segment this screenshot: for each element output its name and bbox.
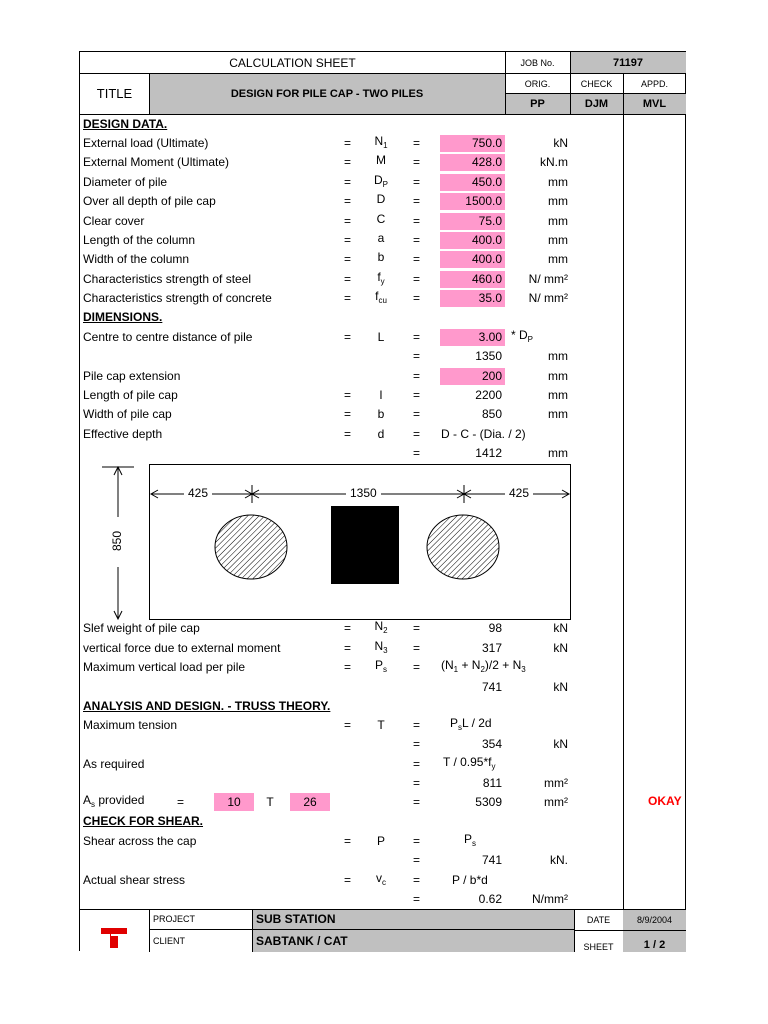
- design-row-unit: N/ mm²: [528, 291, 568, 305]
- eq: =: [413, 407, 421, 421]
- design-row-input[interactable]: 75.0: [440, 213, 505, 230]
- eq: =: [344, 621, 352, 635]
- eq: =: [344, 641, 352, 655]
- okay-status: OKAY: [648, 794, 682, 808]
- sheet-label: SHEET: [583, 942, 614, 952]
- unit: kN: [553, 641, 568, 655]
- calc-sheet-heading: CALCULATION SHEET: [229, 56, 356, 70]
- ar-formula: T / $0.95*f_y$: [443, 755, 496, 771]
- project-label: PROJECT: [153, 914, 196, 924]
- design-row-input[interactable]: 450.0: [440, 174, 505, 191]
- eq: =: [344, 660, 352, 674]
- mt-symbol: T: [377, 718, 385, 732]
- unit: kN: [553, 680, 568, 694]
- check-label: CHECK: [580, 79, 613, 89]
- pile-right: [427, 515, 499, 579]
- ap-eq: =: [177, 795, 185, 809]
- design-row-label: External Moment (Ultimate): [83, 155, 230, 169]
- unit: mm: [548, 349, 568, 363]
- ap-value: 5309: [475, 795, 502, 809]
- eq: =: [344, 155, 352, 169]
- sw-label: Slef weight of pile cap: [83, 621, 200, 635]
- dim-right: 425: [505, 486, 533, 500]
- section-design-data: DESIGN DATA.: [83, 117, 168, 131]
- len-value: 2200: [475, 388, 502, 402]
- eff-symbol: d: [377, 427, 385, 441]
- sa-symbol: P: [376, 834, 385, 848]
- eq: =: [413, 892, 421, 906]
- design-row-unit: mm: [548, 252, 568, 266]
- design-row-symbol: b: [377, 250, 385, 264]
- unit: mm: [548, 446, 568, 460]
- unit: kN: [553, 621, 568, 635]
- eq: =: [413, 252, 421, 266]
- dim-left: 425: [184, 486, 212, 500]
- sa-value: 741: [481, 853, 502, 867]
- eq: =: [413, 175, 421, 189]
- unit: mm²: [544, 795, 568, 809]
- eq: =: [413, 621, 421, 635]
- sa-label: Shear across the cap: [83, 834, 197, 848]
- mt-label: Maximum tension: [83, 718, 178, 732]
- eq: =: [344, 175, 352, 189]
- eff-value: 1412: [475, 446, 502, 460]
- design-row-unit: mm: [548, 175, 568, 189]
- company-logo-icon: [99, 926, 129, 948]
- job-no-label: JOB No.: [520, 58, 555, 68]
- design-row-input[interactable]: 400.0: [440, 251, 505, 268]
- eq: =: [413, 272, 421, 286]
- eq: =: [413, 233, 421, 247]
- eq: =: [344, 873, 352, 887]
- eq: =: [413, 873, 421, 887]
- eq: =: [344, 233, 352, 247]
- job-no-value: 71197: [570, 52, 686, 74]
- eq: =: [344, 272, 352, 286]
- ext-input[interactable]: 200: [440, 368, 505, 385]
- design-row-input[interactable]: 428.0: [440, 154, 505, 171]
- unit: kN.: [550, 853, 568, 867]
- design-row-unit: N/ mm²: [528, 272, 568, 286]
- sheet-value: 1 / 2: [623, 931, 686, 952]
- mv-label: Maximum vertical load per pile: [83, 660, 246, 674]
- orig-label: ORIG.: [505, 74, 570, 94]
- design-row-symbol: D: [376, 192, 386, 206]
- eq: =: [413, 660, 421, 674]
- eq: =: [413, 834, 421, 848]
- eq: =: [344, 136, 352, 150]
- ar-value: 811: [482, 776, 502, 790]
- mv-formula: $(N_1 + N_2)/2 + N_3$: [441, 658, 526, 674]
- eq: =: [413, 369, 421, 383]
- design-row-input[interactable]: 400.0: [440, 232, 505, 249]
- eq: =: [413, 388, 421, 402]
- date-value: 8/9/2004: [623, 910, 686, 930]
- design-row-label: Length of the column: [83, 233, 196, 247]
- eq: =: [413, 737, 421, 751]
- eq: =: [344, 427, 352, 441]
- dim-middle: 1350: [346, 486, 381, 500]
- design-row-label: Clear cover: [83, 214, 145, 228]
- design-row-label: Characteristics strength of steel: [83, 272, 252, 286]
- mt-value: 354: [481, 737, 502, 751]
- design-row-unit: mm: [548, 233, 568, 247]
- sa-formula: $P_s$: [464, 832, 477, 848]
- pile-left: [215, 515, 287, 579]
- eq: =: [413, 427, 421, 441]
- eq: =: [413, 446, 421, 460]
- design-row-label: Over all depth of pile cap: [83, 194, 216, 208]
- design-row-input[interactable]: 1500.0: [440, 193, 505, 210]
- eq: =: [413, 155, 421, 169]
- eq: =: [413, 776, 421, 790]
- eq: =: [344, 330, 352, 344]
- eq: =: [413, 757, 421, 771]
- eq: =: [344, 834, 352, 848]
- as-symbol: $v_c$: [376, 871, 386, 887]
- as-value: 0.62: [478, 892, 502, 906]
- section-shear: CHECK FOR SHEAR.: [83, 814, 204, 828]
- dim-height: 850: [110, 530, 124, 552]
- as-label: Actual shear stress: [83, 873, 186, 887]
- title-label: TITLE: [96, 86, 133, 101]
- eq: =: [344, 291, 352, 305]
- ap-label: $A_s$ provided: [83, 793, 145, 809]
- ctc-value: 1350: [475, 349, 502, 363]
- orig-value: PP: [505, 94, 570, 114]
- column: [331, 506, 399, 584]
- vf-symbol: $N_3$: [374, 639, 388, 655]
- design-row-symbol: M: [376, 153, 386, 167]
- document-title: DESIGN FOR PILE CAP - TWO PILES: [149, 74, 505, 114]
- design-row-symbol: $f_{cu}$: [375, 289, 387, 305]
- date-label: DATE: [586, 915, 611, 925]
- design-row-unit: kN: [553, 136, 568, 150]
- design-row-label: External load (Ultimate): [83, 136, 209, 150]
- design-row-input[interactable]: 750.0: [440, 135, 505, 152]
- eq: =: [413, 136, 421, 150]
- client-value: SABTANK / CAT: [253, 930, 574, 952]
- appd-label: APPD.: [640, 79, 668, 89]
- eff-formula: D - C - (Dia. / 2): [441, 427, 526, 441]
- eq: =: [413, 330, 421, 344]
- mv-value: 741: [481, 680, 502, 694]
- vf-label: vertical force due to external moment: [83, 641, 281, 655]
- eq: =: [413, 194, 421, 208]
- sw-value: 98: [488, 621, 502, 635]
- vf-value: 317: [481, 641, 502, 655]
- eq: =: [413, 291, 421, 305]
- client-label: CLIENT: [153, 936, 186, 946]
- sw-symbol: $N_2$: [374, 619, 388, 635]
- eff-label: Effective depth: [83, 427, 163, 441]
- section-analysis: ANALYSIS AND DESIGN. - TRUSS THEORY.: [83, 699, 331, 713]
- design-row-label: Diameter of pile: [83, 175, 168, 189]
- design-row-unit: mm: [548, 214, 568, 228]
- ext-label: Pile cap extension: [83, 369, 181, 383]
- design-row-unit: kN.m: [540, 155, 568, 169]
- unit: mm: [548, 388, 568, 402]
- bar-dia-input[interactable]: 26: [290, 793, 330, 811]
- pile-cap-diagram: [80, 457, 580, 627]
- design-row-unit: mm: [548, 194, 568, 208]
- eq: =: [413, 349, 421, 363]
- unit: N/mm²: [532, 892, 568, 906]
- design-row-input[interactable]: 35.0: [440, 290, 505, 307]
- ar-label: As required: [83, 757, 145, 771]
- len-label: Length of pile cap: [83, 388, 178, 402]
- as-formula: P / b*d: [452, 873, 488, 887]
- appd-value: MVL: [623, 94, 686, 114]
- wid-value: 850: [481, 407, 502, 421]
- unit: kN: [553, 737, 568, 751]
- design-row-symbol: C: [376, 212, 386, 226]
- ctc-multiplier: * $D_P$: [511, 328, 534, 344]
- eq: =: [413, 795, 421, 809]
- unit: mm: [548, 407, 568, 421]
- eq: =: [344, 407, 352, 421]
- bar-type: T: [266, 795, 274, 809]
- project-value: SUB STATION: [253, 910, 574, 929]
- mv-symbol: $P_s$: [374, 658, 387, 674]
- ctc-label: Centre to centre distance of pile: [83, 330, 253, 344]
- check-value: DJM: [570, 94, 623, 114]
- calculation-sheet: [79, 51, 686, 951]
- design-row-input[interactable]: 460.0: [440, 271, 505, 288]
- ctc-symbol: L: [377, 330, 385, 344]
- eq: =: [344, 252, 352, 266]
- eq: =: [413, 853, 421, 867]
- wid-symbol: b: [377, 407, 385, 421]
- eq: =: [413, 718, 421, 732]
- len-symbol: l: [379, 388, 383, 402]
- eq: =: [413, 641, 421, 655]
- section-dimensions: DIMENSIONS.: [83, 310, 163, 324]
- unit: mm²: [544, 776, 568, 790]
- unit: mm: [548, 369, 568, 383]
- ctc-factor-input[interactable]: 3.00: [440, 329, 505, 346]
- design-row-symbol: $D_P$: [373, 173, 388, 189]
- mt-formula: $P_sL / 2d$: [450, 716, 492, 732]
- design-row-label: Characteristics strength of concrete: [83, 291, 272, 305]
- design-row-label: Width of the column: [83, 252, 190, 266]
- eq: =: [344, 718, 352, 732]
- design-row-symbol: $N_1$: [374, 134, 388, 150]
- eq: =: [344, 388, 352, 402]
- design-row-symbol: $f_y$: [377, 270, 385, 286]
- wid-label: Width of pile cap: [83, 407, 172, 421]
- eq: =: [413, 214, 421, 228]
- eq: =: [344, 214, 352, 228]
- eq: =: [344, 194, 352, 208]
- design-row-symbol: a: [377, 231, 385, 245]
- bar-count-input[interactable]: 10: [214, 793, 254, 811]
